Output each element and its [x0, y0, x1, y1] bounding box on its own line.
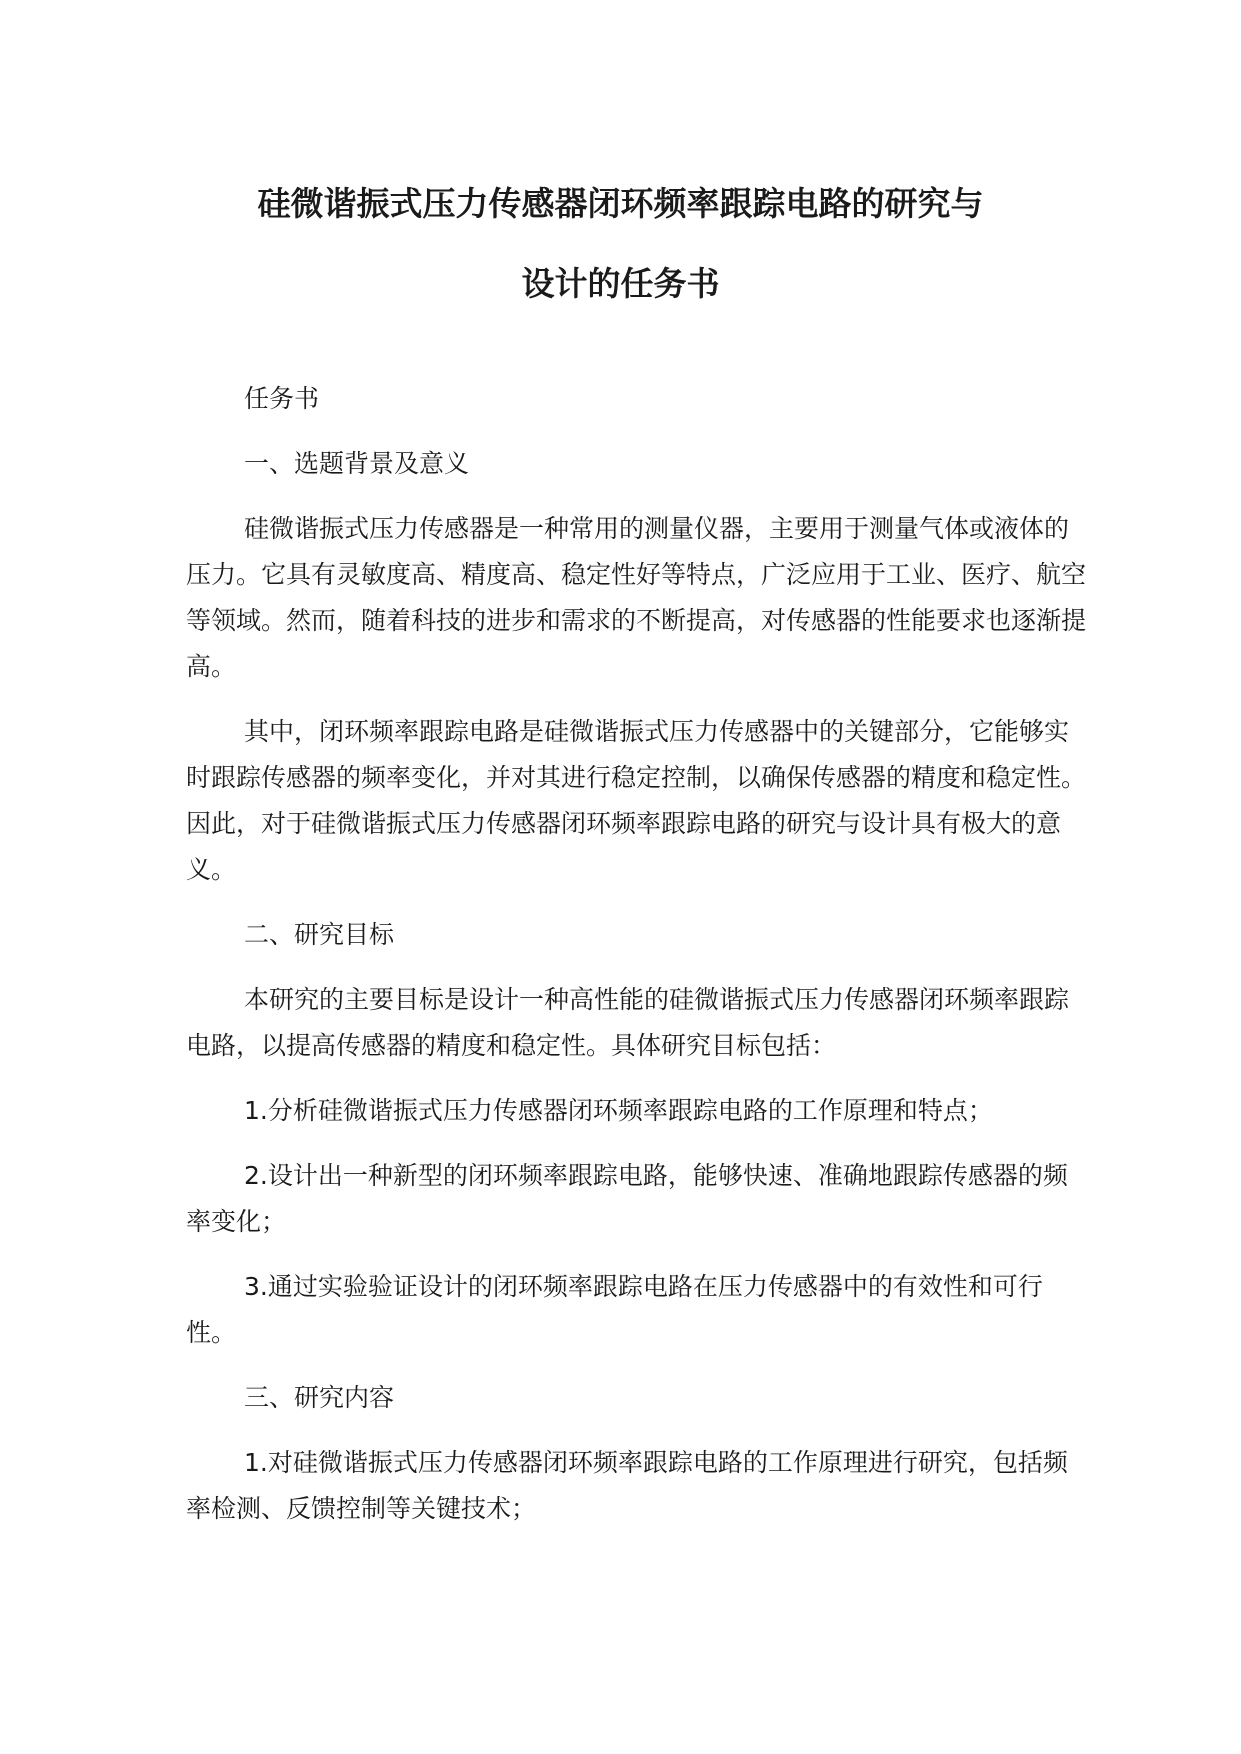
paragraph-background-2: 其中，闭环频率跟踪电路是硅微谐振式压力传感器中的关键部分，它能够实时跟踪传感器的频率变化，并对其进行稳定控制，以确保传感器的精度和稳定性。因此，对于硅微谐振式压力传感器闭环频率跟踪电路的研究与设计具有极大的意义。 [186, 717, 1087, 884]
document-title-line1: 硅微谐振式压力传感器闭环频率跟踪电路的研究与 [257, 184, 984, 223]
section-heading-content: 三、研究内容 [244, 1383, 395, 1412]
list-item-goal-1: 1.分析硅微谐振式压力传感器闭环频率跟踪电路的工作原理和特点； [244, 1096, 993, 1125]
document-body [186, 376, 1086, 1551]
section-heading-background: 一、选题背景及意义 [244, 449, 470, 478]
document-title-line2: 设计的任务书 [521, 264, 720, 303]
section-heading-goals: 二、研究目标 [244, 920, 395, 949]
paragraph-goals-intro: 本研究的主要目标是设计一种高性能的硅微谐振式压力传感器闭环频率跟踪电路，以提高传感器的精度和稳定性。具体研究目标包括： [186, 985, 1070, 1060]
list-item-goal-3: 3.通过实验验证设计的闭环频率跟踪电路在压力传感器中的有效性和可行性。 [186, 1272, 1043, 1347]
list-item-goal-2: 2.设计出一种新型的闭环频率跟踪电路，能够快速、准确地跟踪传感器的频率变化； [186, 1161, 1068, 1236]
paragraph-background-1: 硅微谐振式压力传感器是一种常用的测量仪器，主要用于测量气体或液体的压力。它具有灵敏度高、精度高、稳定性好等特点，广泛应用于工业、医疗、航空等领域。然而，随着科技的进步和需求的不断提高，对传感器的性能要求也逐渐提高。 [186, 514, 1087, 681]
task-label: 任务书 [244, 384, 320, 413]
list-item-content-1: 1.对硅微谐振式压力传感器闭环频率跟踪电路的工作原理进行研究，包括频率检测、反馈控制等关键技术； [186, 1448, 1068, 1523]
